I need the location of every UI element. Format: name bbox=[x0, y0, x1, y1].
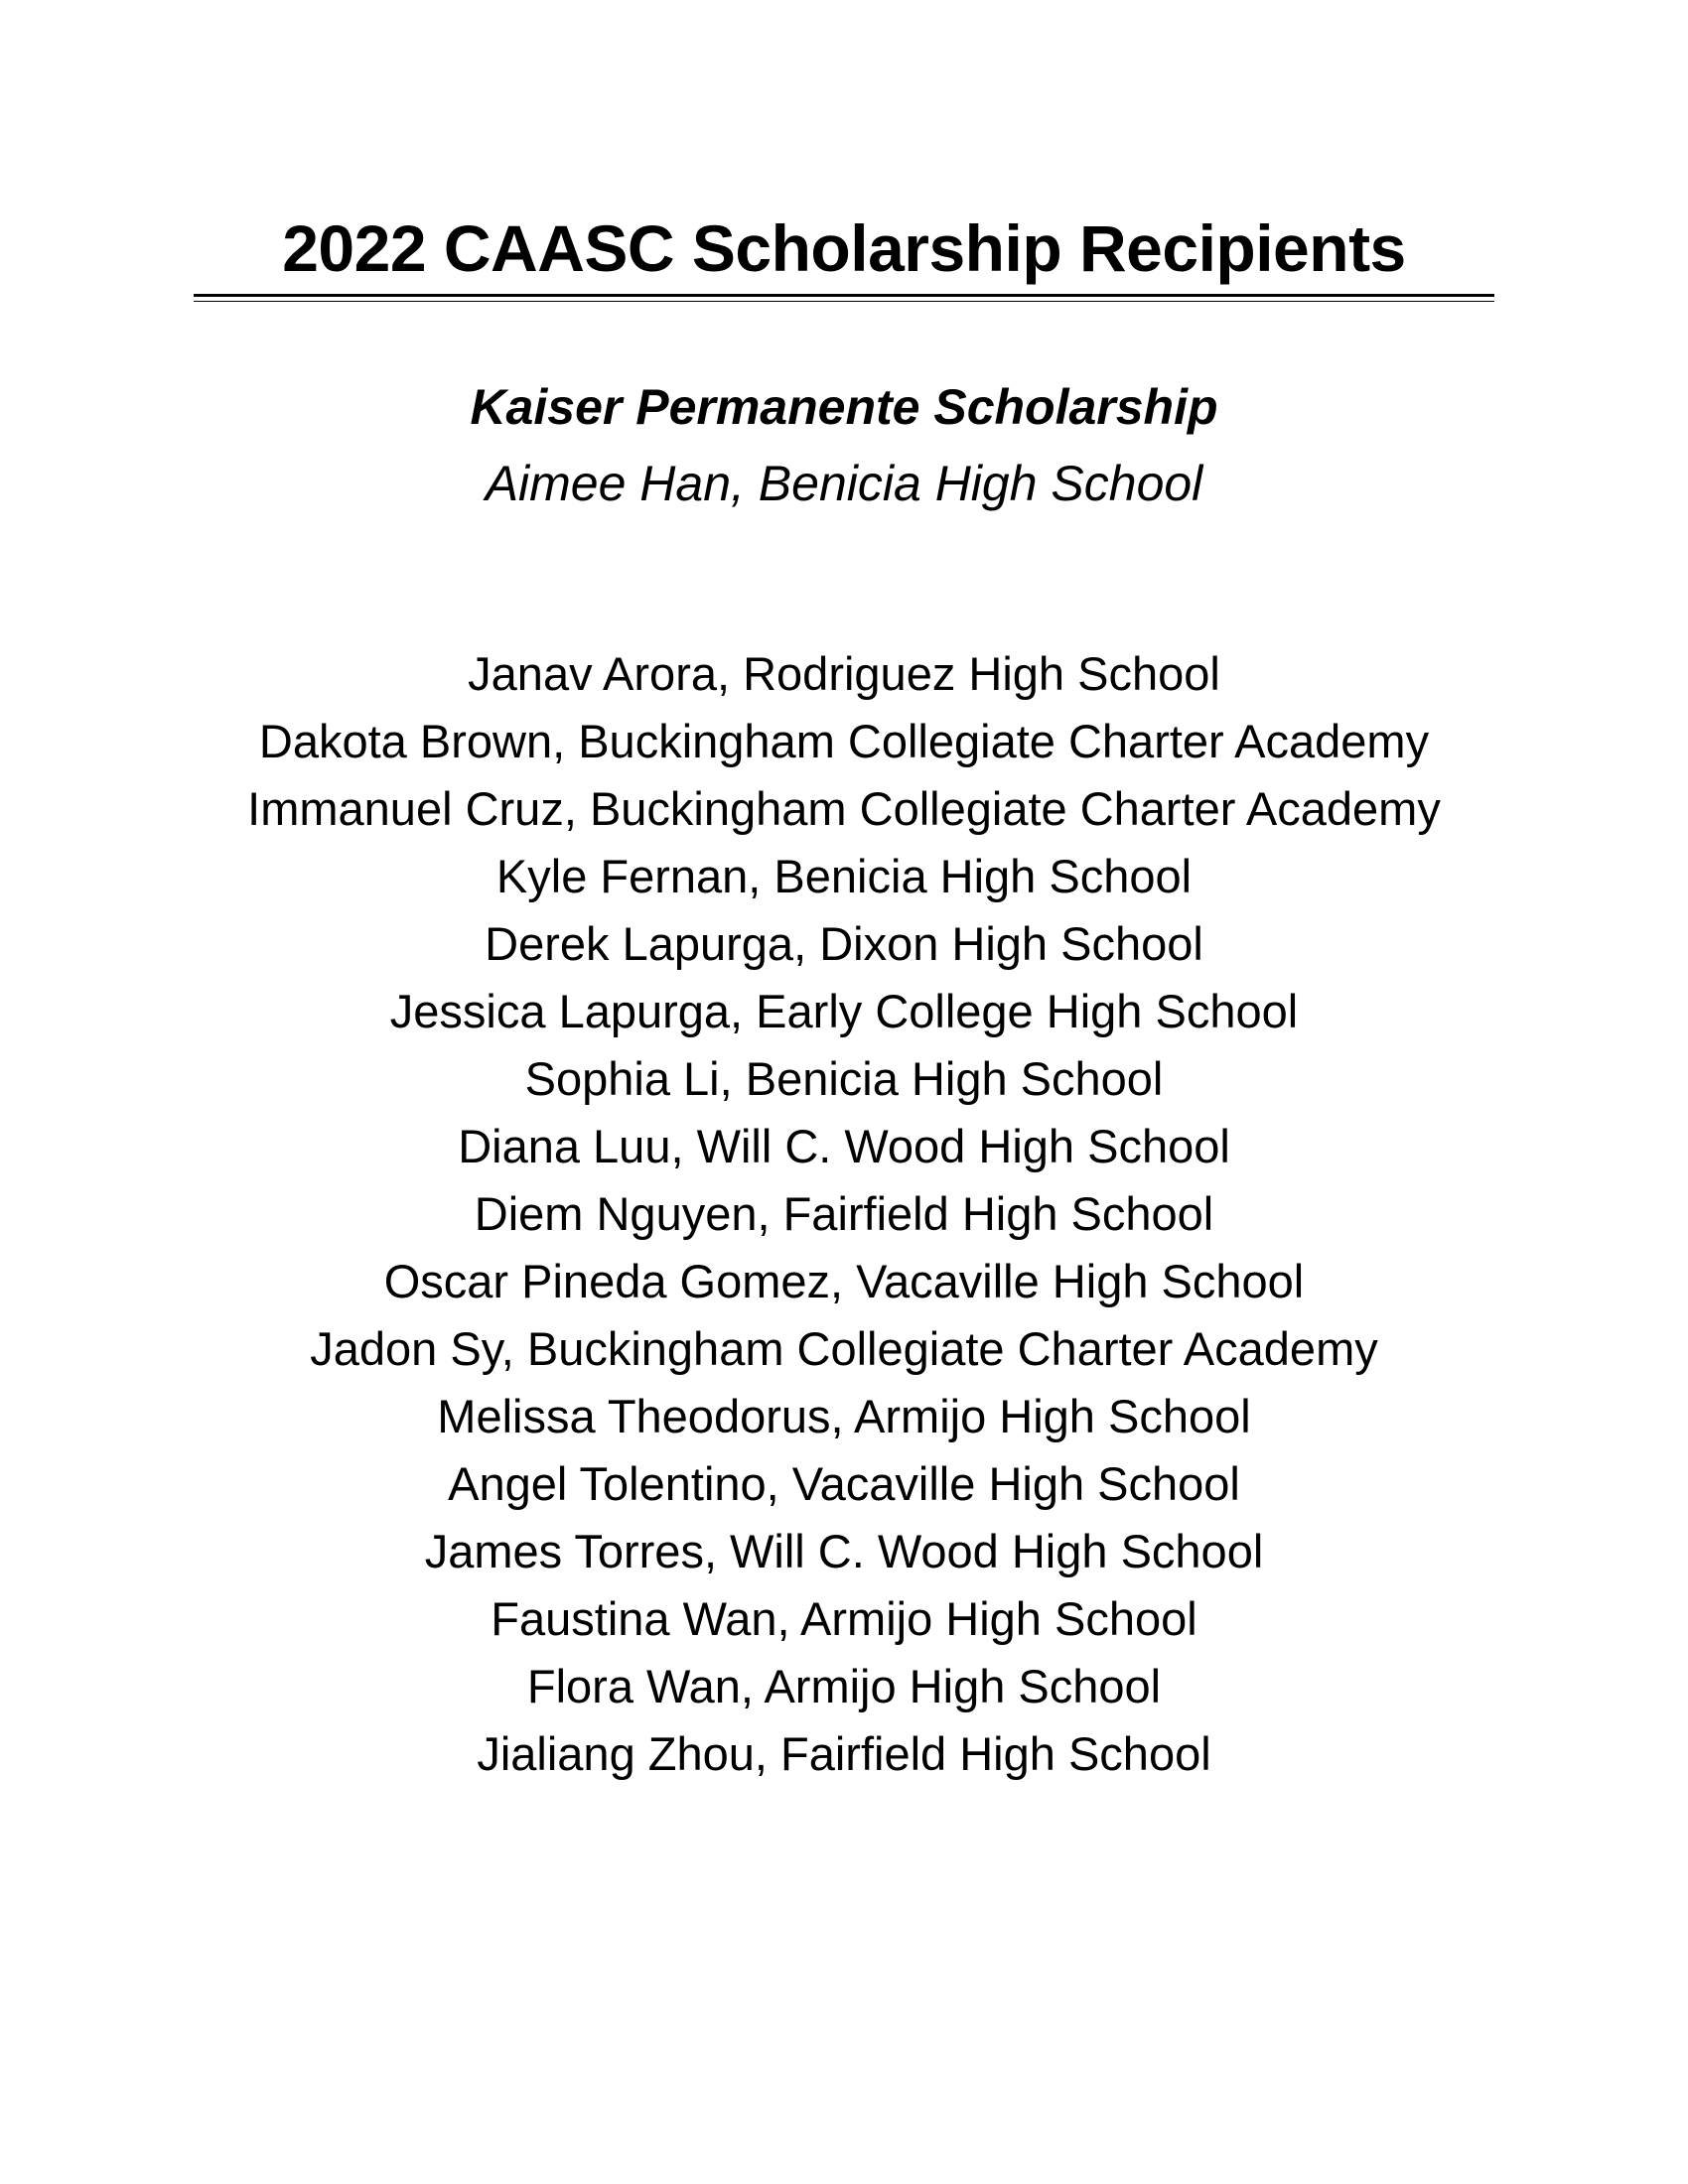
title-double-rule bbox=[194, 294, 1494, 302]
recipient-item: Jadon Sy, Buckingham Collegiate Charter Academy bbox=[310, 1322, 1378, 1375]
recipient-item: Immanuel Cruz, Buckingham Collegiate Charter Academy bbox=[247, 782, 1441, 835]
recipient-item: James Torres, Will C. Wood High School bbox=[424, 1525, 1264, 1577]
recipient-item: Janav Arora, Rodriguez High School bbox=[468, 647, 1220, 700]
recipient-item: Jialiang Zhou, Fairfield High School bbox=[477, 1727, 1211, 1780]
recipient-item: Dakota Brown, Buckingham Collegiate Charter Academy bbox=[258, 715, 1430, 767]
recipient-item: Derek Lapurga, Dixon High School bbox=[485, 917, 1203, 970]
recipient-item: Oscar Pineda Gomez, Vacaville High School bbox=[383, 1255, 1305, 1307]
recipient-item: Angel Tolentino, Vacaville High School bbox=[448, 1457, 1240, 1510]
recipient-item: Jessica Lapurga, Early College High School bbox=[389, 985, 1299, 1037]
recipient-item: Melissa Theodorus, Armijo High School bbox=[437, 1390, 1251, 1442]
recipient-list bbox=[149, 640, 1539, 1788]
recipient-item: Flora Wan, Armijo High School bbox=[526, 1660, 1162, 1712]
page-title: 2022 CAASC Scholarship Recipients bbox=[282, 211, 1406, 285]
recipient-item: Diem Nguyen, Fairfield High School bbox=[474, 1187, 1214, 1240]
recipient-item: Kyle Fernan, Benicia High School bbox=[495, 850, 1193, 902]
special-award-recipient: Aimee Han, Benicia High School bbox=[485, 456, 1203, 511]
special-award-name: Kaiser Permanente Scholarship bbox=[470, 379, 1218, 435]
recipient-item: Sophia Li, Benicia High School bbox=[524, 1052, 1164, 1105]
recipient-item: Faustina Wan, Armijo High School bbox=[491, 1592, 1197, 1645]
recipient-item: Diana Luu, Will C. Wood High School bbox=[458, 1120, 1230, 1172]
